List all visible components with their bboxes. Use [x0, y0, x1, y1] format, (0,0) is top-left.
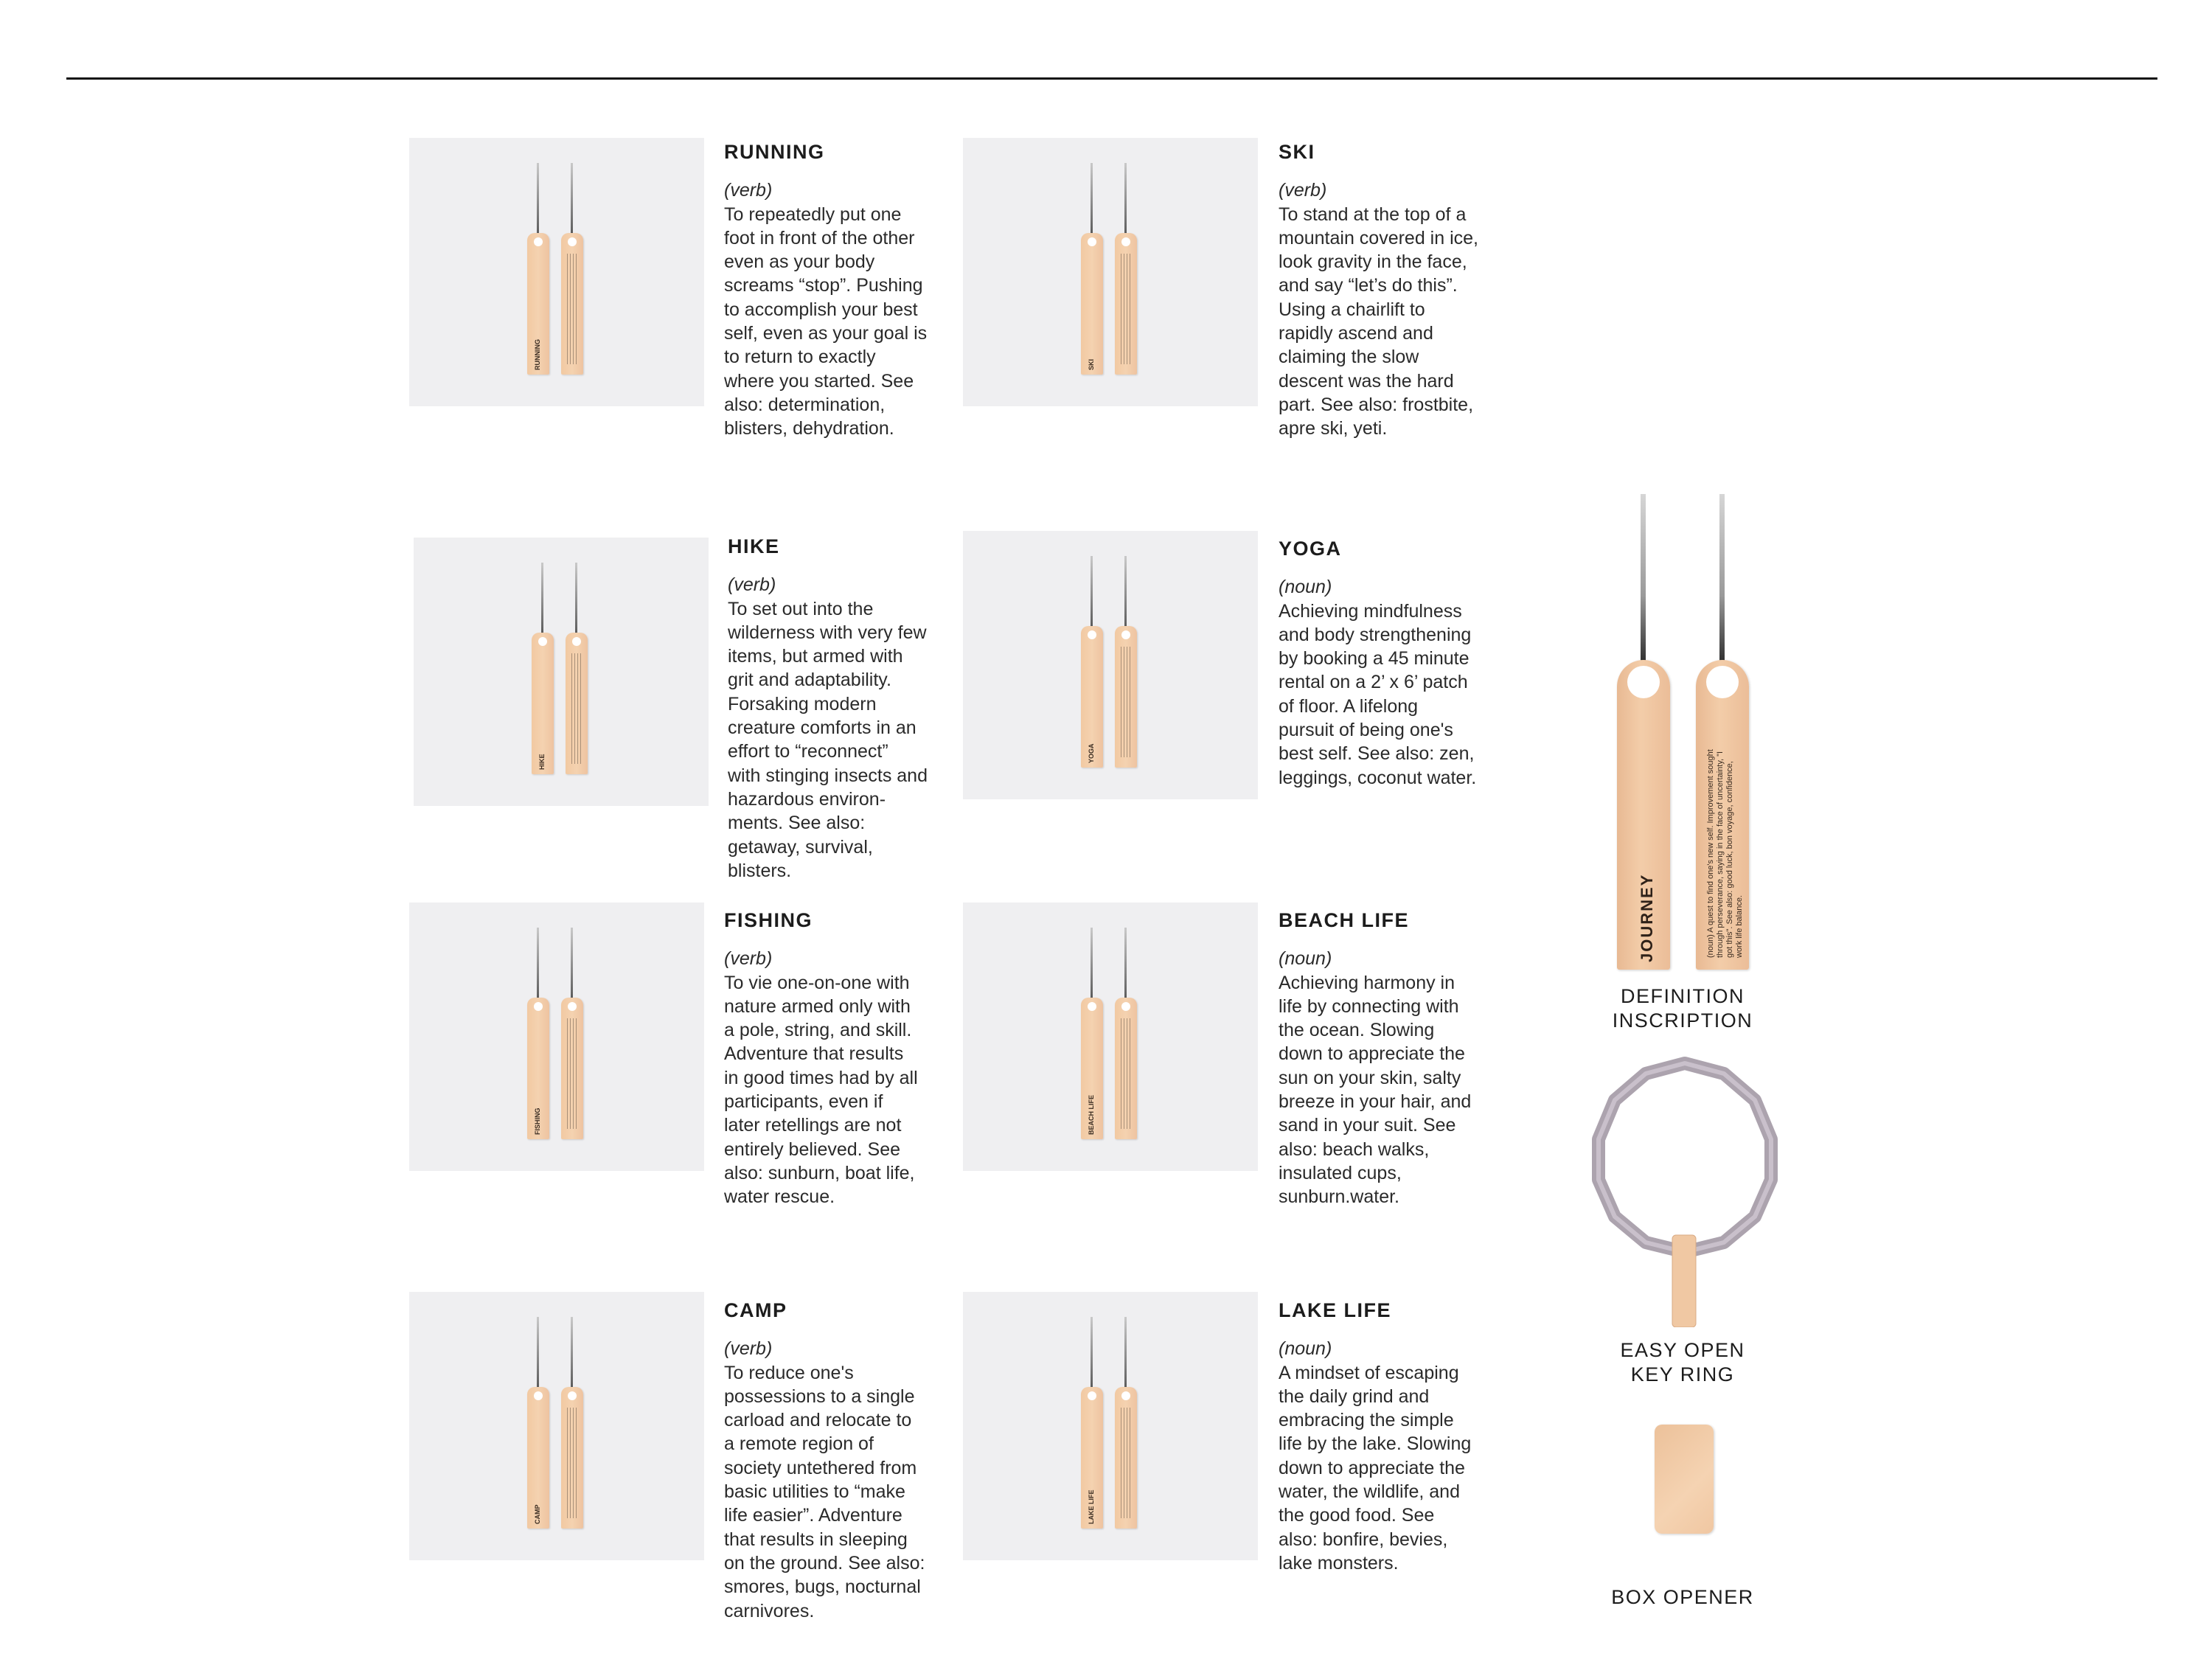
- tag-hole: [1088, 237, 1096, 246]
- big-tag-word: [1624, 815, 1661, 962]
- tag-inscription-lines: [567, 254, 577, 364]
- cord-left: [1091, 928, 1093, 1009]
- tag-hole: [568, 237, 577, 246]
- entry-title: BEACH LIFE: [1279, 909, 1409, 931]
- tag-pair: [527, 1317, 586, 1535]
- tag-hole: [1121, 237, 1130, 246]
- part-of-speech: (noun): [1279, 948, 1332, 970]
- cord-right: [575, 563, 577, 644]
- big-tag-inscription-text: (noun) A quest to find one's new self. Improvement sought through perseverance, saying in the face of uncertainty, "I got this". See also: good luck, bon voyage, confidence, work life balance.: [1706, 749, 1744, 958]
- cord-left: [1091, 1317, 1093, 1398]
- tag-hole: [568, 1391, 577, 1400]
- part-of-speech: (noun): [1279, 1338, 1332, 1360]
- tag-word-text: LAKE LIFE: [1088, 1489, 1095, 1524]
- tag-hole: [568, 1002, 577, 1011]
- definition-text: To stand at the top of a mountain covered in ice, look gravity in the face, and say “let’s do this”. Using a chairlift to rapidly ascend and claiming the slow descent was the hard part. See also: frostbite, apre ski, yeti.: [1279, 204, 1478, 439]
- cord-right: [1719, 494, 1725, 678]
- cord-right: [1124, 163, 1127, 244]
- tag-word-text: YOGA: [1088, 743, 1095, 763]
- tag-word: [530, 1046, 546, 1135]
- definition-text: A mindset of escaping the daily grind and embracing the simple life by the lake. Slowing down to appreciate the water, the wildlife, and the good food. See also: bonfire, bevies, lake monsters.: [1279, 1362, 1472, 1574]
- tag-front: [532, 633, 554, 774]
- definition-text: To vie one-on-one with nature armed only with a pole, string, and skill. Adventure that results in good times had by all participants, even if later retellings are not entirely believed. See also: sunburn, boat life, water rescue.: [724, 972, 918, 1208]
- tag-inscription-lines: [1121, 647, 1131, 757]
- part-of-speech: (verb): [728, 574, 776, 596]
- definition-entry: [724, 908, 945, 1209]
- entry-title: FISHING: [724, 909, 813, 931]
- cord-left: [537, 1317, 539, 1398]
- tag-back: [1115, 626, 1137, 768]
- tag-hole: [1121, 630, 1130, 639]
- tag-word: [1084, 1436, 1100, 1524]
- tag-word-text: CAMP: [534, 1504, 541, 1524]
- tag-word-text: RUNNING: [534, 339, 541, 370]
- tag-front: [527, 233, 549, 375]
- tag-pair: [1081, 1317, 1140, 1535]
- tag-hole: [534, 237, 543, 246]
- cord-left: [1091, 556, 1093, 637]
- tag-back: [1115, 998, 1137, 1139]
- entry-title: HIKE: [728, 535, 780, 557]
- cord-right: [1124, 928, 1127, 1009]
- cord-right: [1124, 556, 1127, 637]
- tag-hole: [534, 1391, 543, 1400]
- tag-inscription-lines: [1121, 1408, 1131, 1518]
- tag-back: [1115, 1387, 1137, 1529]
- definition-entry: [724, 1298, 945, 1623]
- tag-back: [1115, 233, 1137, 375]
- tag-front: [1081, 626, 1103, 768]
- box-opener-caption: BOX OPENER: [1611, 1586, 1754, 1608]
- definition-entry: [724, 140, 945, 441]
- definition-entry: [1279, 537, 1500, 790]
- tag-pair: [532, 563, 591, 781]
- tag-pair: [527, 928, 586, 1146]
- definition-text: To reduce one's possessions to a single carload and relocate to a remote region of society untethered from basic utilities to “make life easier”. Adventure that results in sleeping on the ground. See also: smores, bugs, nocturnal carnivores.: [724, 1362, 925, 1621]
- part-of-speech: (noun): [1279, 577, 1332, 598]
- tag-inscription-lines: [1121, 1018, 1131, 1129]
- big-tag-back: [1696, 660, 1749, 970]
- tag-front: [527, 998, 549, 1139]
- tag-back: [561, 998, 583, 1139]
- key-ring-tab: [1672, 1235, 1696, 1327]
- cord-left: [1091, 163, 1093, 244]
- tag-pair: [1081, 556, 1140, 774]
- cord-left: [537, 928, 539, 1009]
- tag-hole: [538, 637, 547, 646]
- cord-right: [571, 928, 573, 1009]
- tag-inscription-lines: [1121, 254, 1131, 364]
- cord-left: [541, 563, 543, 644]
- tag-inscription-lines: [571, 653, 582, 764]
- part-of-speech: (verb): [1279, 180, 1327, 201]
- tag-hole: [1121, 1002, 1130, 1011]
- part-of-speech: (verb): [724, 1338, 773, 1360]
- tag-hole: [1627, 666, 1660, 698]
- tag-front: [1081, 998, 1103, 1139]
- cord-right: [571, 1317, 573, 1398]
- product-photo: [409, 1292, 704, 1560]
- product-photo: [963, 531, 1258, 799]
- tag-hole: [1121, 1391, 1130, 1400]
- entry-title: CAMP: [724, 1299, 787, 1321]
- entry-title: SKI: [1279, 141, 1315, 163]
- entry-title: RUNNING: [724, 141, 825, 163]
- cord-left: [1641, 494, 1646, 678]
- definition-entry: [728, 535, 949, 883]
- tag-word: [530, 1436, 546, 1524]
- product-photo: [963, 1292, 1258, 1560]
- definition-text: To set out into the wilderness with very few items, but armed with grit and adaptability. Forsaking modern creature comforts in an effort to “reconnect” with stinging insects and hazardous environ- ments. See also: getaway, survival, blisters.: [728, 598, 928, 881]
- tag-word-text: BEACH LIFE: [1088, 1095, 1095, 1135]
- tag-word-text: HIKE: [538, 754, 546, 770]
- entry-title: LAKE LIFE: [1279, 1299, 1391, 1321]
- part-of-speech: (verb): [724, 948, 773, 970]
- definition-text: Achieving mindfulness and body strengthening by booking a 45 minute rental on a 2’ x 6’ patch of floor. A lifelong pursuit of being one's best self. See also: zen, leggings, coconut water.: [1279, 600, 1477, 788]
- tag-word: [1084, 282, 1100, 370]
- tag-hole: [1088, 1391, 1096, 1400]
- tag-word-text: SKI: [1088, 358, 1095, 370]
- cord-right: [1124, 1317, 1127, 1398]
- part-of-speech: (verb): [724, 180, 773, 201]
- product-photo: [963, 903, 1258, 1171]
- definition-entry: [1279, 1298, 1500, 1575]
- big-tag-front: [1617, 660, 1670, 970]
- tag-front: [1081, 233, 1103, 375]
- definition-text: Achieving harmony in life by connecting with the ocean. Slowing down to appreciate the sun on your skin, salty breeze in your hair, and sand in your suit. See also: beach walks, insulated cups, sunburn.water.: [1279, 972, 1472, 1208]
- tag-hole: [572, 637, 581, 646]
- top-rule: [66, 77, 2157, 80]
- tag-hole: [1088, 1002, 1096, 1011]
- tag-back: [566, 633, 588, 774]
- tag-word: [1084, 675, 1100, 763]
- tag-pair: [527, 163, 586, 381]
- tag-hole: [1706, 666, 1739, 698]
- definition-entry: [1279, 908, 1500, 1209]
- big-tag-word-text: JOURNEY: [1638, 873, 1656, 962]
- tag-pair: [1081, 163, 1140, 381]
- tag-hole: [534, 1002, 543, 1011]
- key-ring-caption: EASY OPEN KEY RING: [1620, 1339, 1745, 1385]
- tag-hole: [1088, 630, 1096, 639]
- big-tag-inscription: [1703, 744, 1745, 958]
- tag-pair: [1081, 928, 1140, 1146]
- definition-entry: [1279, 140, 1500, 441]
- definition-inscription-detail: [1607, 494, 1784, 981]
- box-opener-illustration: [1655, 1425, 1714, 1534]
- product-photo: [409, 903, 704, 1171]
- tag-word: [1084, 1046, 1100, 1135]
- entry-title: YOGA: [1279, 538, 1342, 560]
- tag-back: [561, 233, 583, 375]
- cord-right: [571, 163, 573, 244]
- tag-front: [1081, 1387, 1103, 1529]
- tag-inscription-lines: [567, 1408, 577, 1518]
- definition-text: To repeatedly put one foot in front of the other even as your body screams “stop”. Pushing to accomplish your best self, even as your goal is to return to exactly where you started. See also: determination, blisters, dehydration.: [724, 204, 928, 439]
- product-photo: [963, 138, 1258, 406]
- tag-back: [561, 1387, 583, 1529]
- tag-word-text: FISHING: [534, 1108, 541, 1135]
- tag-word: [530, 282, 546, 370]
- tag-front: [527, 1387, 549, 1529]
- definition-inscription-caption: DEFINITION INSCRIPTION: [1612, 985, 1753, 1032]
- product-photo: [414, 538, 709, 806]
- cord-left: [537, 163, 539, 244]
- tag-inscription-lines: [567, 1018, 577, 1129]
- tag-word: [535, 681, 551, 770]
- key-ring-illustration: [1578, 1054, 1792, 1327]
- product-photo: [409, 138, 704, 406]
